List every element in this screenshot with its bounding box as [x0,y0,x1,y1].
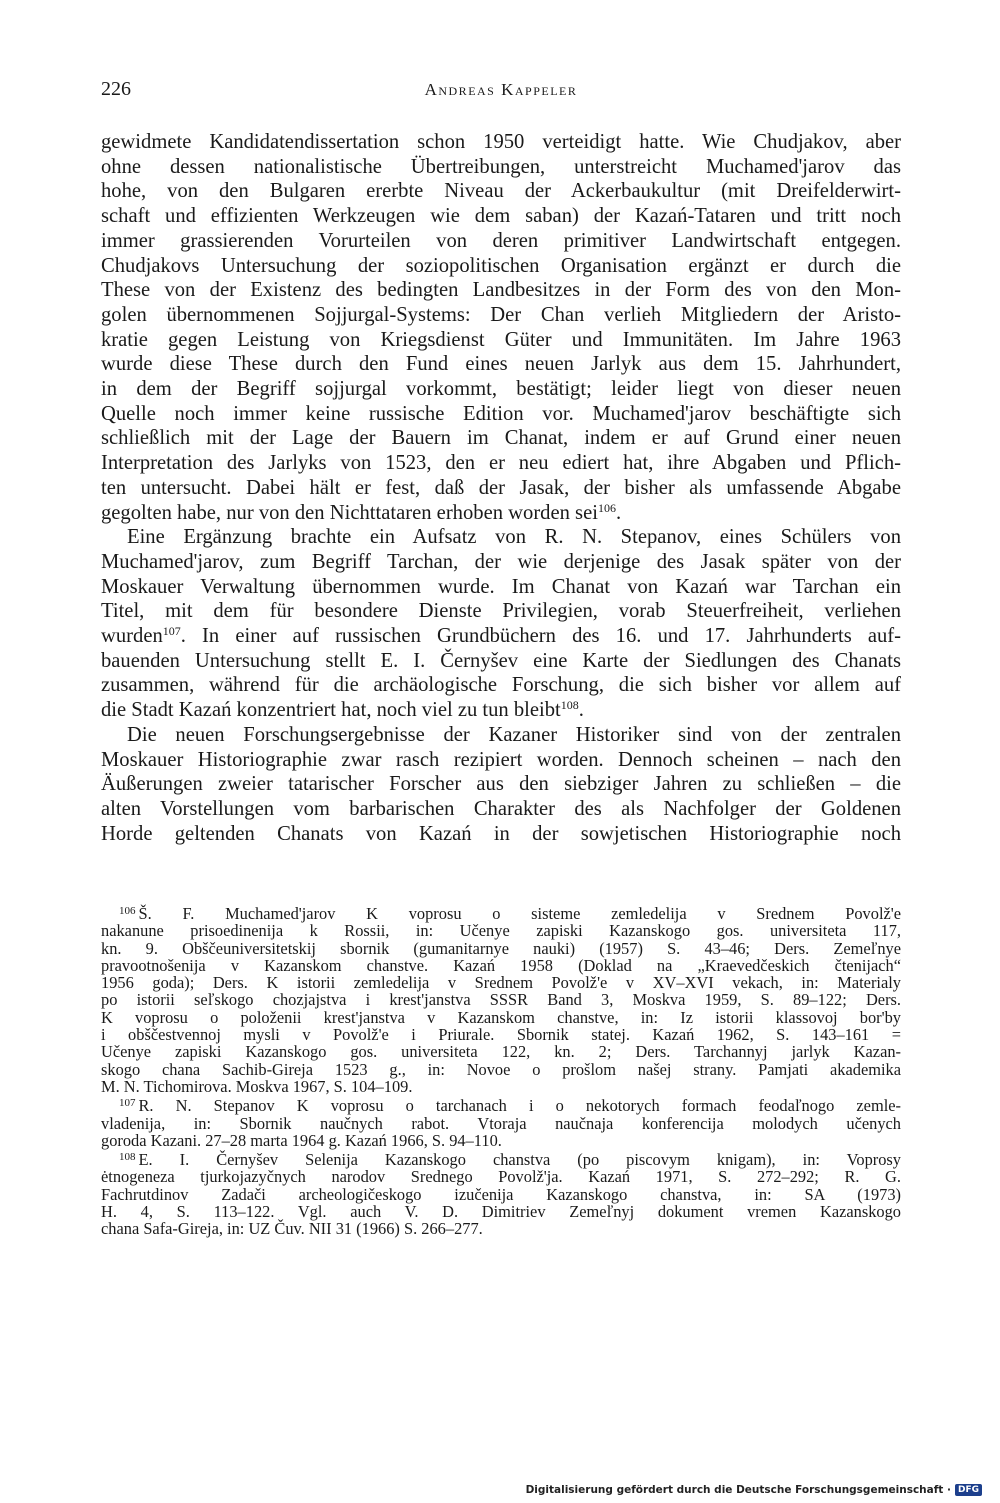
footnote-line: pravootnošenija v Kazanskom chanstve. Kazań 1958 (Doklad na „Kraevedčeskich čtenijach“ [101,955,901,975]
text-line: ohne dessen nationalistische Übertreibungen, unterstreicht Muchamed'jarov das [101,155,901,178]
text-fragment: die Stadt Kazań konzentriert hat, noch viel zu tun bleibt [101,699,561,722]
footnote-line: 1956 goda); Ders. K istorii zemledelija v Srednem Povolž'e v XV–XVI vekach, in: Materialy [101,973,901,993]
text-line: Titel, mit dem für besondere Dienste Privilegien, vorab Steuerfreiheit, verliehen [101,600,901,623]
page-header [101,78,901,108]
text-line: hohe, von den Bulgaren ererbte Niveau der Ackerbaukultur (mit Dreifelderwirt- [101,180,901,203]
footnote-ref-107[interactable]: 107 [162,624,181,639]
footnote-line [101,1097,901,1114]
footnote-line [101,1151,901,1168]
text-line: alten Vorstellungen vom barbarischen Charakter des als Nachfolger der Goldenen [101,797,901,820]
footnote-line: Učenye zapiski Kazanskogo gos. universiteta 122, kn. 2; Ders. Tarchannyj jarlyk Kazan- [101,1042,901,1062]
text-line: zusammen, während für die archäologische Forschung, die sich bisher vor allem auf [101,674,901,697]
footnote-line: ėtnogeneza tjurkojazyčnych narodov Srednego Povolž'ja. Kazań 1971, S. 272–292; R. G. [101,1167,901,1187]
text-fragment: gegolten habe, nur von den Nichttataren erhoben worden sei [101,501,598,524]
paragraph-3 [101,723,901,847]
text-line: Eine Ergänzung brachte ein Aufsatz von R. N. Stepanov, eines Schülers von [127,526,901,549]
text-line: Muchamed'jarov, zum Begriff Tarchan, der wie derjenige des Jasak später von der [101,550,901,573]
text-line: ten untersucht. Dabei hält er fest, daß der Jasak, der bisher als umfassende Abgabe [101,476,901,499]
text-fragment: R. N. Stepanov K voprosu o tarchanach i o nekotorych formach feodaľnogo zemle- [138,1096,901,1116]
footnote-line: H. 4, S. 113–122. Vgl. auch V. D. Dimitriev Zemeľnyj dokument vremen Kazanskogo [101,1202,901,1222]
footnote-108 [101,1151,901,1237]
footnotes [101,905,901,1240]
text-fragment: . In einer auf russischen Grundbüchern des 16. und 17. Jahrhunderts auf- [180,625,901,648]
footnote-line: po istorii seľskogo chozjajstva i krest'janstva SSSR Band 3, Moskva 1959, S. 89–122; Ders. [101,990,901,1010]
footnote-line: vladenija, in: Sbornik naučnych rabot. Vtoraja naučnaja konferencija molodych učenych [101,1113,901,1133]
text-line: gewidmete Kandidatendissertation schon 1950 verteidigt hatte. Wie Chudjakov, aber [101,131,901,153]
footnote-106 [101,905,901,1095]
main-text [101,130,901,846]
footnote-line: K voprosu o položenii krest'janstva v Kazanskom chanstve, in: Iz istorii klassovoj bor'by [101,1007,901,1027]
text-line: Quelle noch immer keine russische Edition vor. Muchamed'jarov beschäftigte sich [101,402,901,425]
text-line: Interpretation des Jarlyks von 1523, den er neu ediert hat, ihre Abgaben und Pflich- [101,452,901,475]
footnote-number: 108 [119,1151,136,1164]
footnote-line: chana Safa-Gireja, in: UZ Čuv. NII 31 (1966) S. 266–277. [101,1219,483,1239]
page-number: 226 [101,78,131,100]
text-line: die Stadt Kazań konzentriert hat, noch viel zu tun bleibt$^{108}$. [101,698,584,722]
footnote-number: 106 [119,905,136,917]
text-line: wurde diese These durch den Fund eines neuen Jarlyk aus dem 15. Jahrhundert, [101,353,901,376]
footnote-line: goroda Kazani. 27–28 marta 1964 g. Kazań 1966, S. 94–110. [101,1130,502,1150]
text-line: schließlich mit der Lage der Bauern im Chanat, indem er auf Grund einer neuen [101,427,901,450]
footnote-line: i obščestvennoj mysli v Povolž'e i Priurale. Sbornik statej. Kazań 1962, S. 143–161 = [101,1025,901,1045]
text-fragment: wurden [101,625,163,648]
text-line: Die neuen Forschungsergebnisse der Kazaner Historiker sind von der zentralen [127,723,901,746]
footnote-number: 107 [119,1097,136,1110]
paragraph-2 [101,525,901,723]
footnote-ref-106[interactable]: 106 [597,500,616,515]
footnote-ref-108[interactable]: 108 [560,698,579,713]
footnote-line: nakanune prisoedinenija k Rossii, in: Učenye zapiski Kazanskogo gos. universiteta 117, [101,921,901,941]
text-line: in dem der Begriff sojjurgal vorkommt, bestätigt; leider liegt von dieser neuen [101,378,901,401]
credit-text: Digitalisierung gefördert durch die Deutsche Forschungsgemeinschaft · [525,1484,951,1496]
text-fragment: Š. F. Muchamed'jarov K voprosu o sisteme zemledelija v Srednem Povolž'e [138,904,901,923]
text-line: Horde geltenden Chanats von Kazań in der sowjetischen Historiographie noch [101,822,901,845]
digitization-credit [526,1484,982,1496]
dfg-logo: DFG [955,1484,982,1496]
running-head: Andreas Kappeler [424,80,578,99]
text-line: gegolten habe, nur von den Nichttataren erhoben worden sei$^{106}$. [101,500,622,524]
footnote-line: kn. 9. Obščeuniversitetskij sbornik (gumanitarnye nauki) (1957) S. 43–46; Ders. Zemeľnye [101,938,901,958]
text-line [101,624,901,649]
footnote-line [101,905,901,922]
text-line: These von der Existenz des bedingten Landbesitzes in der Form des von den Mon- [101,279,901,302]
footnote-line: skogo chana Sachib-Gireja 1523 g., in: Novoe o prošlom našej strany. Pamjati akademika [101,1059,901,1079]
text-line: Moskauer Verwaltung übernommen wurde. Im Chanat von Kazań war Tarchan ein [101,575,901,598]
text-line: immer grassierenden Vorurteilen von deren primitiver Landwirtschaft entgegen. [101,229,901,252]
text-line: bauenden Untersuchung stellt E. I. Černyšev eine Karte der Siedlungen des Chanats [101,649,901,672]
text-line: Moskauer Historiographie zwar rasch rezipiert worden. Dennoch scheinen – nach den [101,748,901,771]
text-line: golen übernommenen Sojjurgal-Systems: Der Chan verlieh Mitgliedern der Aristo- [101,303,901,326]
text-line: Chudjakovs Untersuchung der soziopolitischen Organisation ergänzt er durch die [101,254,901,277]
footnote-line: M. N. Tichomirova. Moskva 1967, S. 104–109. [101,1076,413,1096]
text-line: kratie gegen Leistung von Kriegsdienst Güter und Immunitäten. Im Jahre 1963 [101,328,901,351]
paragraph-1 [101,130,901,525]
text-line: Äußerungen zweier tatarischer Forscher aus den siebziger Jahren zu schließen – die [101,773,901,796]
footnote-107 [101,1097,901,1149]
text-line: schaft und effizienten Werkzeugen wie dem saban) der Kazań-Tataren und tritt noch [101,205,901,228]
text-fragment: E. I. Černyšev Selenija Kazanskogo chanstva (po piscovym knigam), in: Voprosy [138,1150,901,1170]
footnote-line: Fachrutdinov Zadači archeologičeskogo izučenija Kazanskogo chanstva, in: SA (1973) [101,1184,901,1204]
